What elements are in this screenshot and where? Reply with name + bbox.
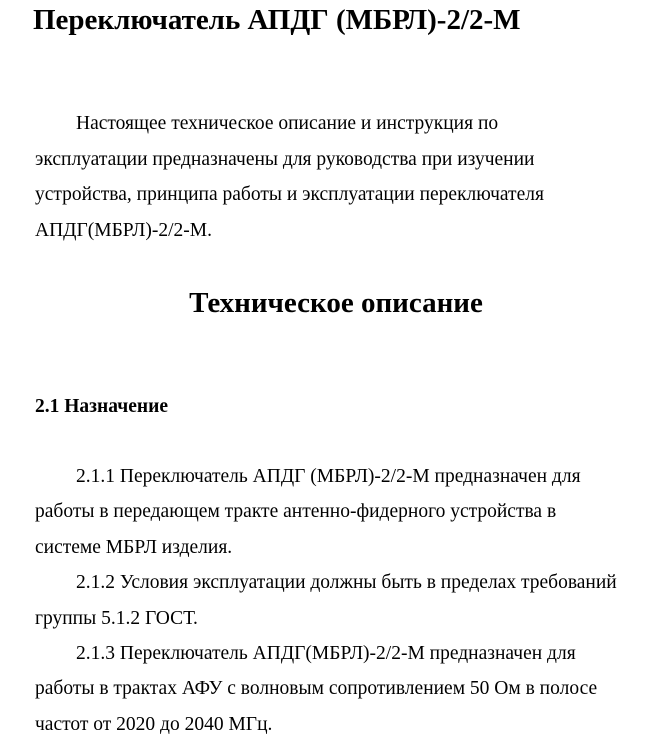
document-title: Переключатель АПДГ (МБРЛ)-2/2-М <box>33 4 521 36</box>
paragraph-list <box>35 459 620 742</box>
paragraph-2-1-1: 2.1.1 Переключатель АПДГ (МБРЛ)-2/2-М предназначен для работы в передающем тракте антенно-фидерного устройства в системе МБРЛ изделия. <box>35 466 581 558</box>
section-title: Техническое описание <box>189 287 483 319</box>
intro-paragraph: Настоящее техническое описание и инструкция по эксплуатации предназначены для руководства при изучении устройства, принципа работы и эксплуатации переключателя АПДГ(МБРЛ)-2/2-М. <box>35 113 544 241</box>
subsection-title: 2.1 Назначение <box>35 396 168 417</box>
paragraph-2-1-3: 2.1.3 Переключатель АПДГ(МБРЛ)-2/2-М предназначен для работы в трактах АФУ с волновым сопротивлением 50 Ом в полосе частот от 2020 до 2040 МГц. <box>35 643 598 735</box>
paragraph-2-1-2: 2.1.2 Условия эксплуатации должны быть в пределах требований группы 5.1.2 ГОСТ. <box>35 572 617 629</box>
